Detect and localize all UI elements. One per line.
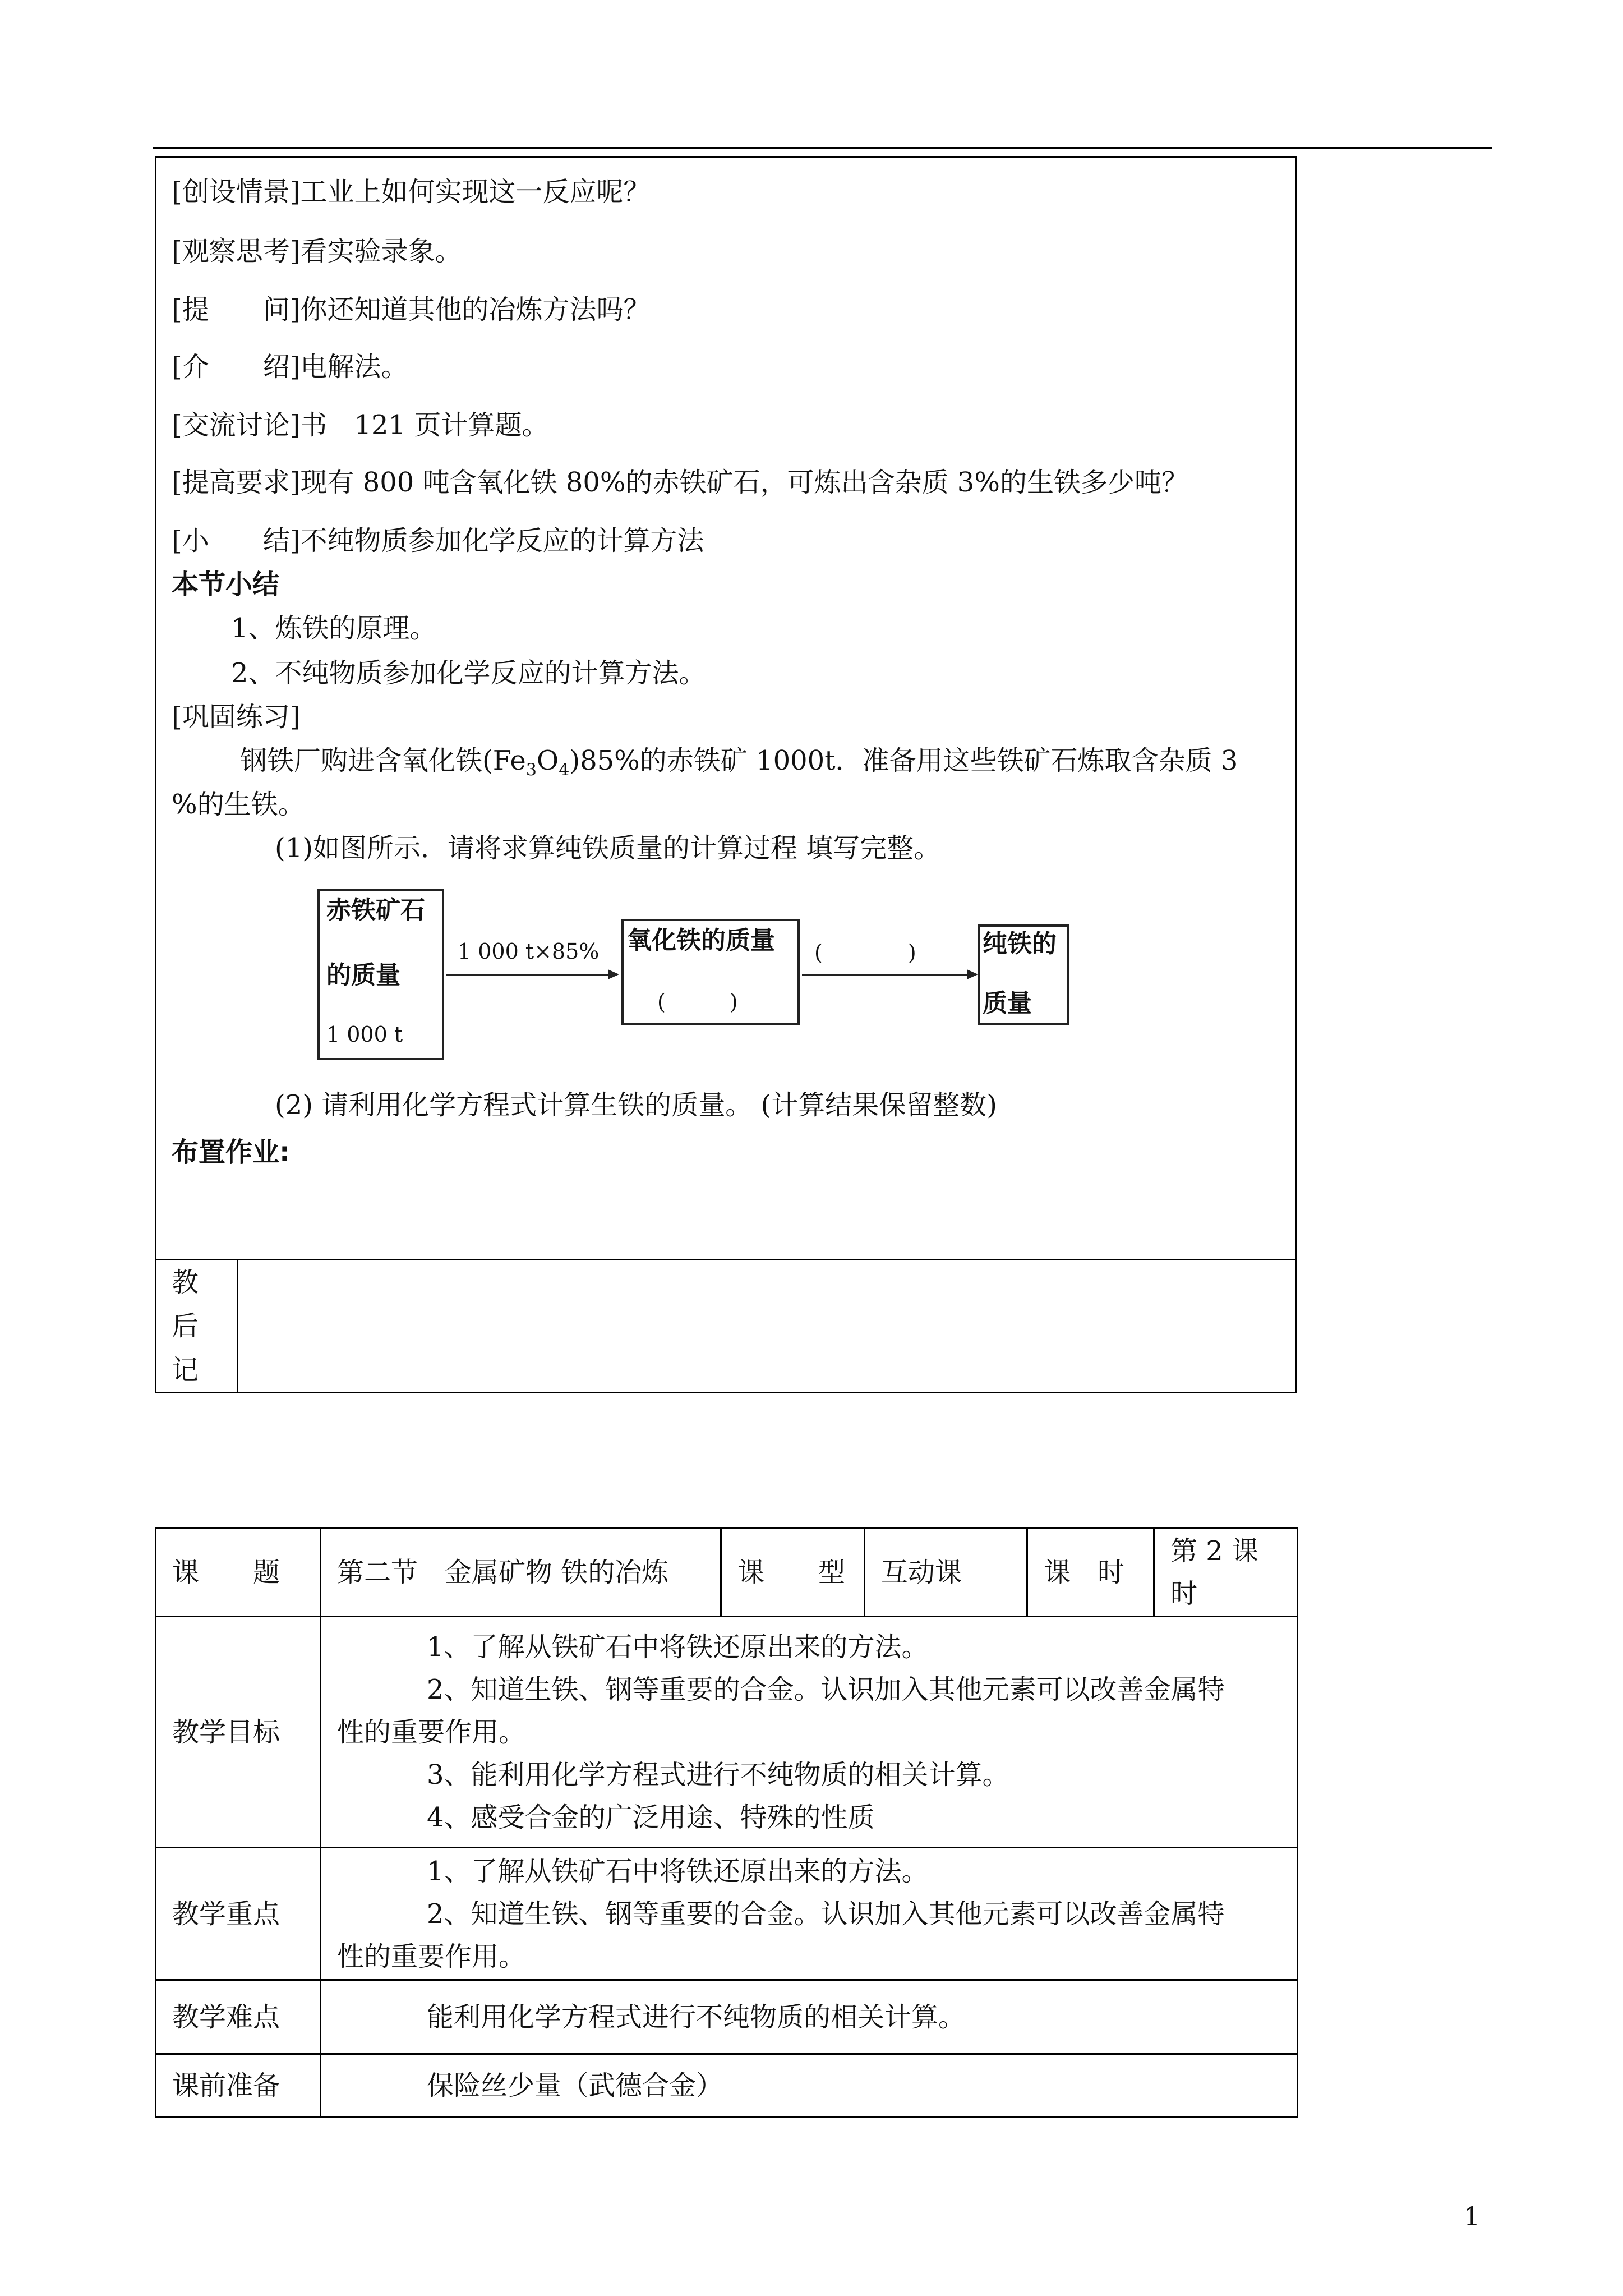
pure-iron-label-2: 质量 — [983, 989, 1032, 1018]
arrow-2-label: ( ) — [814, 940, 916, 965]
homework-title: 布置作业: — [172, 1137, 291, 1168]
hours-value: 第 2 课时 — [1154, 1528, 1298, 1617]
key-point-item-cont: 性的重要作用。 — [337, 1940, 526, 1972]
table-row — [156, 2054, 1298, 2117]
question-2: (2) 请利用化学方程式计算生铁的质量。 (计算结果保留整数) — [275, 1089, 997, 1121]
summary-item-1: 1、炼铁的原理。 — [231, 613, 437, 644]
table-row — [156, 1848, 1298, 1980]
question-1: (1)如图所示．请将求算纯铁质量的计算过程 填写完整。 — [275, 832, 941, 864]
goal-item: 4、感受合金的广泛用途、特殊的性质 — [427, 1801, 875, 1833]
hours-label: 课 时 — [1027, 1528, 1154, 1617]
process-line-1: [创设情景]工业上如何实现这一反应呢？ — [172, 176, 651, 208]
summary-item-2: 2、不纯物质参加化学反应的计算方法。 — [231, 657, 706, 689]
lesson-info-table — [155, 1527, 1298, 2118]
goals-cell — [321, 1617, 1298, 1848]
difficulty-value: 能利用化学方程式进行不纯物质的相关计算。 — [427, 2001, 966, 2033]
ore-mass-value: 1 000 t — [326, 1022, 403, 1047]
goal-item-cont: 性的重要作用。 — [337, 1716, 526, 1748]
practice-text: 钢铁厂购进含氧化铁$(Fe_3O_4)85\%$的赤铁矿 1000t．准备用这些铁矿石炼取含杂质 3 — [240, 745, 1238, 780]
key-points-cell — [321, 1848, 1298, 1980]
process-line-4: [介 绍]电解法。 — [172, 351, 408, 383]
table-row — [156, 1617, 1298, 1848]
arrow-1-label: 1 000 t×85% — [458, 939, 600, 964]
type-label: 课 型 — [721, 1528, 865, 1617]
afternote-divider — [237, 1259, 238, 1393]
practice-text-cont: %的生铁。 — [172, 789, 305, 820]
type-value: 互动课 — [865, 1528, 1027, 1617]
difficulty-label: 教学难点 — [156, 1980, 321, 2054]
afternote-label-2: 后 — [172, 1310, 199, 1342]
goal-item: 2、知道生铁、钢等重要的合金。认识加入其他元素可以改善金属特 — [427, 1673, 1225, 1705]
process-line-2: [观察思考]看实验录象。 — [172, 236, 462, 267]
arrow-2 — [802, 974, 976, 976]
process-line-3: [提 问]你还知道其他的冶炼方法吗？ — [172, 294, 651, 325]
key-points-label: 教学重点 — [156, 1848, 321, 1980]
afternote-row — [155, 1259, 1297, 1393]
goal-item: 1、了解从铁矿石中将铁还原出来的方法。 — [427, 1631, 929, 1663]
ore-mass-label-1: 赤铁矿石 — [326, 896, 425, 924]
process-line-7: [小 结]不纯物质参加化学反应的计算方法 — [172, 525, 704, 556]
iron-oxide-blank: ( ) — [657, 990, 738, 1014]
process-line-6: [提高要求]现有 800 吨含氧化铁 80%的赤铁矿石，可炼出含杂质 3%的生铁多少吨？ — [172, 467, 1188, 498]
practice-title: [巩固练习] — [172, 701, 301, 733]
table-row — [156, 1980, 1298, 2054]
prep-cell — [321, 2054, 1298, 2117]
key-point-item: 2、知道生铁、钢等重要的合金。认识加入其他元素可以改善金属特 — [427, 1898, 1225, 1930]
prep-value: 保险丝少量（武德合金） — [427, 2069, 723, 2101]
page-number: 1 — [1464, 2201, 1481, 2231]
ore-mass-label-2: 的质量 — [326, 961, 400, 990]
header-rule — [153, 147, 1492, 149]
prep-label: 课前准备 — [156, 2054, 321, 2117]
topic-label: 课 题 — [156, 1528, 321, 1617]
difficulty-cell — [321, 1980, 1298, 2054]
iron-oxide-label: 氧化铁的质量 — [627, 926, 775, 955]
afternote-label-1: 教 — [172, 1267, 199, 1298]
pure-iron-label-1: 纯铁的 — [983, 930, 1057, 958]
goal-item: 3、能利用化学方程式进行不纯物质的相关计算。 — [427, 1759, 1009, 1791]
afternote-label-3: 记 — [172, 1354, 199, 1386]
process-line-5: [交流讨论]书 121 页计算题。 — [172, 409, 549, 441]
goals-label: 教学目标 — [156, 1617, 321, 1848]
topic-value: 第二节 金属矿物 铁的冶炼 — [321, 1528, 721, 1617]
arrow-1 — [446, 974, 617, 976]
table-row — [156, 1528, 1298, 1617]
key-point-item: 1、了解从铁矿石中将铁还原出来的方法。 — [427, 1855, 929, 1887]
summary-title: 本节小结 — [172, 569, 280, 600]
